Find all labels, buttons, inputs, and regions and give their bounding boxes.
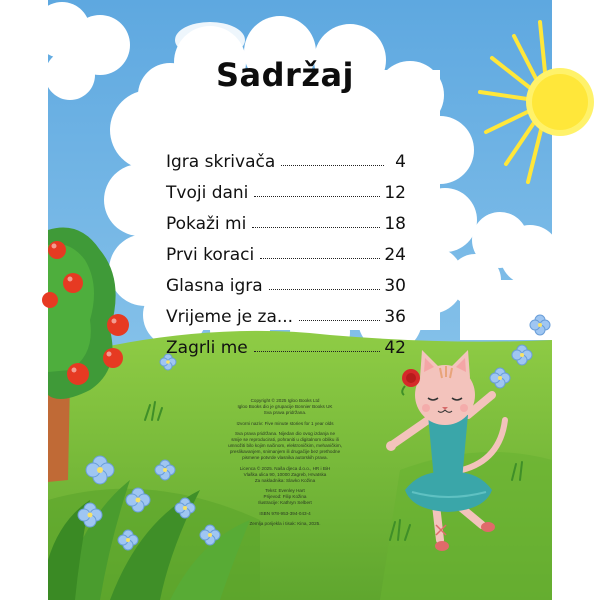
imprint-line: preslikavanjem, snimanjem ili drugačije bez prethodne (229, 449, 341, 454)
imprint-line: Prijevod: Filip Kožina (263, 494, 307, 499)
toc-entry-page: 36 (384, 307, 406, 327)
toc-entry-label: Prvi koraci (166, 245, 255, 265)
imprint-line: Izvorni naziv: Five minute stories for 1 year olds (236, 420, 334, 426)
imprint-line: Licenca © 2025. Naša djeca d.o.o., HR i BiH (239, 465, 331, 471)
imprint-line: Za nakladnika: Slavko Kožina (254, 477, 316, 483)
toc-entry-label: Vrijeme je za... (166, 307, 294, 327)
toc-entry-page: 12 (384, 183, 406, 203)
origin-paragraph (222, 521, 348, 527)
toc-entry-page: 4 (395, 152, 406, 172)
toc-entry[interactable] (166, 208, 406, 234)
imprint-line: Igloo Books dio je grupacije Bonnier Books UK (237, 404, 333, 409)
copyright-paragraph (222, 398, 348, 416)
toc-entry[interactable] (166, 332, 406, 358)
toc-entry-label: Glasna igra (166, 276, 263, 296)
credits-paragraph (222, 488, 348, 506)
toc-entry[interactable] (166, 177, 406, 203)
license-paragraph (222, 466, 348, 484)
toc-entry[interactable] (166, 301, 406, 327)
imprint-line: ISBN 978-953-394-043-4 (259, 510, 311, 516)
imprint-line: smije se reproducirati, pohraniti u digitalnom obliku ili (231, 437, 339, 442)
toc-entry-label: Zagrli me (166, 338, 248, 358)
imprint-line: umnožiti bilo kojim načinom, elektroničkim, mehaničkim, (228, 443, 342, 448)
rights-paragraph (222, 431, 348, 461)
toc-leader-dots (299, 320, 380, 321)
toc-leader-dots (269, 289, 381, 290)
toc-entry-page: 24 (384, 245, 406, 265)
toc-leader-dots (252, 227, 380, 228)
toc-title: Sadržaj (215, 56, 354, 94)
toc-entry-page: 30 (384, 276, 406, 296)
original-title-paragraph (222, 421, 348, 427)
imprint-line: Tekst: Evenley Hart (265, 488, 305, 493)
toc-entry[interactable] (166, 239, 406, 265)
imprint-line: Sva prava pridržana. Nijedan dio ovog izdanja ne (234, 431, 336, 436)
imprint-line: Sva prava pridržana. (263, 410, 307, 415)
toc-entry-label: Igra skrivača (166, 152, 276, 172)
toc-leader-dots (254, 196, 380, 197)
imprint-line: Copyright © 2025 Igloo Books Ltd (250, 398, 320, 403)
toc-entry[interactable] (166, 146, 406, 172)
toc-entry-page: 42 (384, 338, 406, 358)
toc-entry-label: Tvoji dani (166, 183, 249, 203)
toc-leader-dots (260, 258, 380, 259)
toc-entry-page: 18 (384, 214, 406, 234)
toc-entry[interactable] (166, 270, 406, 296)
imprint-block (222, 398, 348, 532)
imprint-line: Vlaška ulica 90, 10000 Zagreb, Hrvatska (243, 471, 327, 477)
imprint-line: Zemlja porijekla i tisak: Kina, 2025. (249, 521, 321, 526)
toc-leader-dots (281, 165, 384, 166)
isbn-paragraph (222, 511, 348, 517)
imprint-line: pismene potvrde vlasnika autorskih prava. (242, 455, 328, 460)
toc-leader-dots (254, 351, 381, 352)
imprint-line: Ilustracije: Kathryn Selbert (258, 500, 312, 505)
toc-entry-label: Pokaži mi (166, 214, 247, 234)
